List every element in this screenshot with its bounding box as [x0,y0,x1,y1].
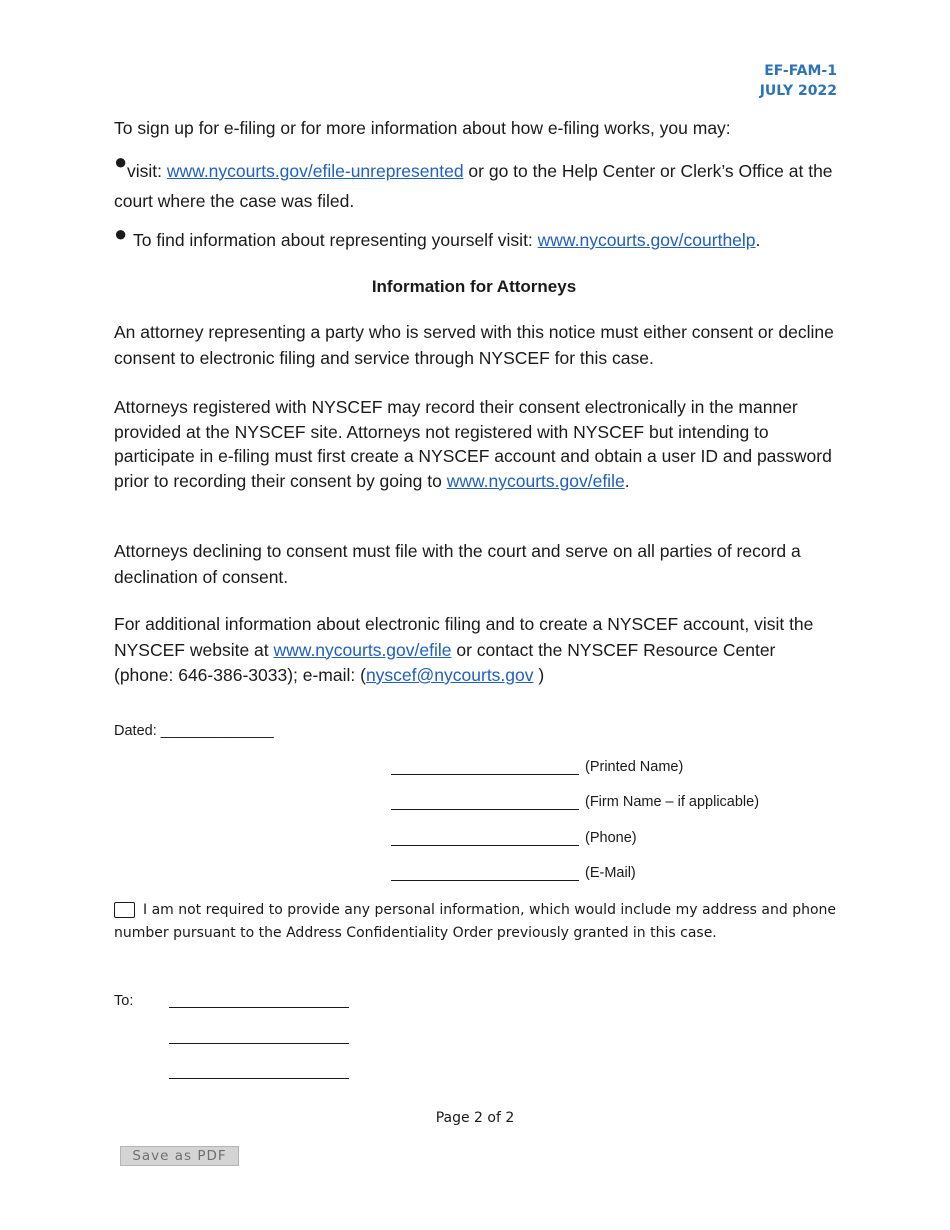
form-code: EF-FAM-1 [764,63,837,79]
recipient-line-2[interactable] [169,1043,349,1044]
attorneys-paragraph-4: For additional information about electronic filing and to create a NYSCEF account, visit the NYSCEF website at www.nycourts.gov/efile or contact the NYSCEF Resource Center (phone: 646-386-3033); e-mail: (nyscef@nycourts.gov ) [114,614,814,685]
confidentiality-text: I am not required to provide any personal information, which would include my address and phone number pursuant to the Address Confidentiality Order previously granted in this case. [114,902,837,941]
recipient-line-3[interactable] [169,1078,349,1079]
attorneys-heading: Information for Attorneys [371,277,577,296]
email-label: (E-Mail) [585,865,636,881]
recipient-line-1[interactable] [169,1007,349,1008]
attorneys-paragraph-1: An attorney representing a party who is served with this notice must either consent or decline consent to electronic filing and service through NYSCEF for this case. [114,322,834,368]
phone-line[interactable] [391,845,579,846]
email-line[interactable] [391,880,579,881]
printed-name-label: (Printed Name) [585,759,684,775]
attorneys-paragraph-3: Attorneys declining to consent must file with the court and serve on all parties of record a declination of consent. [114,541,801,587]
bullet-icon: ● [114,221,128,246]
dated-field[interactable]: Dated: ______________ [114,723,274,739]
attorneys-paragraph-2: Attorneys registered with NYSCEF may record their consent electronically in the manner provided at the NYSCEF site. Attorneys not registered with NYSCEF but intending to participate in e-filing must first create a NYSCEF account and obtain a user ID and password prior to recording their consent by going to www.nycourts.gov/efile. [114,397,832,491]
efile-link[interactable]: www.nycourts.gov/efile [446,470,625,491]
signup-intro: To sign up for e-filing or for more information about how e-filing works, you may: [114,118,731,138]
firm-name-label: (Firm Name – if applicable) [585,794,760,810]
efile-unrepresented-link[interactable]: www.nycourts.gov/efile-unrepresented [166,161,464,181]
to-label: To: [114,993,134,1009]
nyscef-website-link[interactable]: www.nycourts.gov/efile [273,639,452,660]
page-number: Page 2 of 2 [435,1110,515,1126]
printed-name-line[interactable] [391,774,579,775]
form-code-block [760,61,837,101]
signup-bullet-2: To find information about representing yourself visit: www.nycourts.gov/courthelp. [133,230,761,250]
firm-name-line[interactable] [391,809,579,810]
bullet-icon: ● [114,149,128,174]
form-date: JULY 2022 [759,83,837,99]
phone-label: (Phone) [585,830,637,846]
nyscef-email-link[interactable]: nyscef@nycourts.gov [365,665,534,685]
courthelp-link[interactable]: www.nycourts.gov/courthelp [537,230,756,250]
signup-bullet-1: visit: www.nycourts.gov/efile-unrepresented or go to the Help Center or Clerk’s Office at the court where the case was filed. [114,161,833,211]
save-as-pdf-button[interactable]: Save as PDF [120,1146,239,1166]
